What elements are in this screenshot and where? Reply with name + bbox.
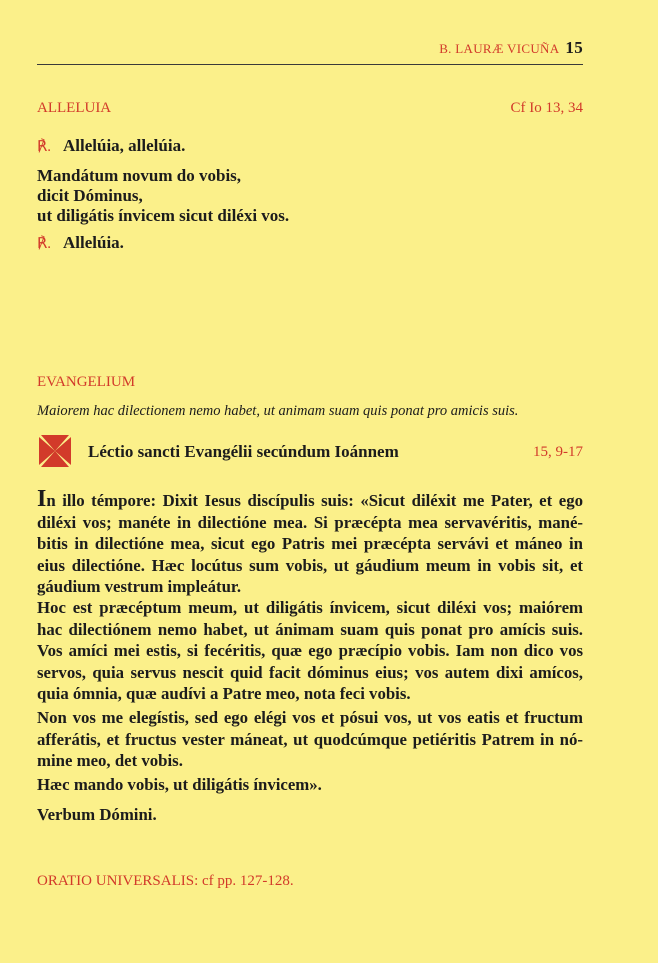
text-line: bitis in dilectióne mea, sicut ego Patris mei præcépta servávi et máneo in bbox=[37, 534, 583, 553]
running-header bbox=[37, 38, 583, 58]
alleluia-line-2: Allelúia. bbox=[63, 233, 124, 252]
alleluia-reference: Cf Io 13, 34 bbox=[510, 100, 583, 116]
lectio-title: Léctio sancti Evangélii secúndum Ioánnem bbox=[88, 442, 399, 461]
response-symbol: ℟. bbox=[37, 236, 52, 252]
response-symbol: ℟. bbox=[37, 139, 52, 155]
alleluia-line-1: Allelúia, allelúia. bbox=[63, 136, 186, 155]
text-line: hac dilectiónem nemo habet, ut ánimam suam quis ponat pro amícis suis. bbox=[37, 619, 583, 639]
text-line: servos, quia servus nescit quid facit dóminus eius; vos autem dixi amícos, bbox=[37, 662, 583, 682]
alleluia-response-2 bbox=[37, 233, 124, 253]
text-line-content: n illo témpore: Dixit Iesus discípulis suis: «Sicut diléxit me Pater, et ego bbox=[46, 491, 583, 510]
text-line: quia ómnia, quæ audívi a Patre meo, nota feci vobis. bbox=[37, 684, 411, 703]
text-line: mine meo, det vobis. bbox=[37, 751, 183, 770]
alleluia-verse-1: Mandátum novum do vobis, bbox=[37, 166, 242, 185]
maltese-cross-icon bbox=[38, 434, 72, 468]
verbum-domini: Verbum Dómini. bbox=[37, 805, 157, 824]
alleluia-heading-row bbox=[37, 100, 583, 117]
header-title: B. LAURÆ VICUÑA bbox=[439, 41, 560, 56]
gospel-paragraph-2 bbox=[37, 597, 583, 705]
oratio-universalis-note: ORATIO UNIVERSALIS: cf pp. 127-128. bbox=[37, 873, 294, 889]
gospel-antiphon: Maiorem hac dilectionem nemo habet, ut animam suam quis ponat pro amicis suis. bbox=[37, 403, 519, 419]
gospel-paragraph-4: Hæc mando vobis, ut diligátis ínvicem». bbox=[37, 775, 322, 794]
text-line: Hoc est præcéptum meum, ut diligátis ínvicem, sicut diléxi vos; maiórem bbox=[37, 598, 583, 617]
text-line: Vos amíci mei estis, si fecéritis, quæ ego præcípio vobis. Iam non dico vos bbox=[37, 641, 583, 660]
gospel-paragraph-3 bbox=[37, 707, 583, 772]
alleluia-heading: ALLELUIA bbox=[37, 100, 112, 116]
alleluia-verse-2: dicit Dóminus, bbox=[37, 186, 143, 205]
text-line: gáudium vestrum impleátur. bbox=[37, 577, 242, 596]
evangelium-heading bbox=[37, 374, 583, 391]
gospel-paragraph-1 bbox=[37, 487, 583, 598]
text-line: Non vos me elegístis, sed ego elégi vos et pósui vos, ut vos eatis et fructum bbox=[37, 708, 583, 727]
drop-cap: I bbox=[37, 486, 47, 512]
text-line: eius dilectióne. Hæc locútus sum vobis, ut gáudium meum in vobis sit, et bbox=[37, 555, 583, 575]
text-line bbox=[37, 487, 583, 512]
page-number: 15 bbox=[565, 38, 583, 57]
alleluia-response-1 bbox=[37, 136, 185, 156]
header-rule bbox=[37, 64, 583, 65]
text-line: afferátis, et fructus vester máneat, ut quodcúmque petiéritis Patrem in nó- bbox=[37, 729, 583, 749]
text-line: diléxi vos; manéte in dilectióne mea. Si præcépta mea servavéritis, mané- bbox=[37, 512, 583, 532]
evangelium-heading-text: EVANGELIUM bbox=[37, 374, 136, 390]
gospel-reference: 15, 9-17 bbox=[533, 444, 583, 460]
alleluia-verse-3: ut diligátis ínvicem sicut diléxi vos. bbox=[37, 206, 290, 225]
